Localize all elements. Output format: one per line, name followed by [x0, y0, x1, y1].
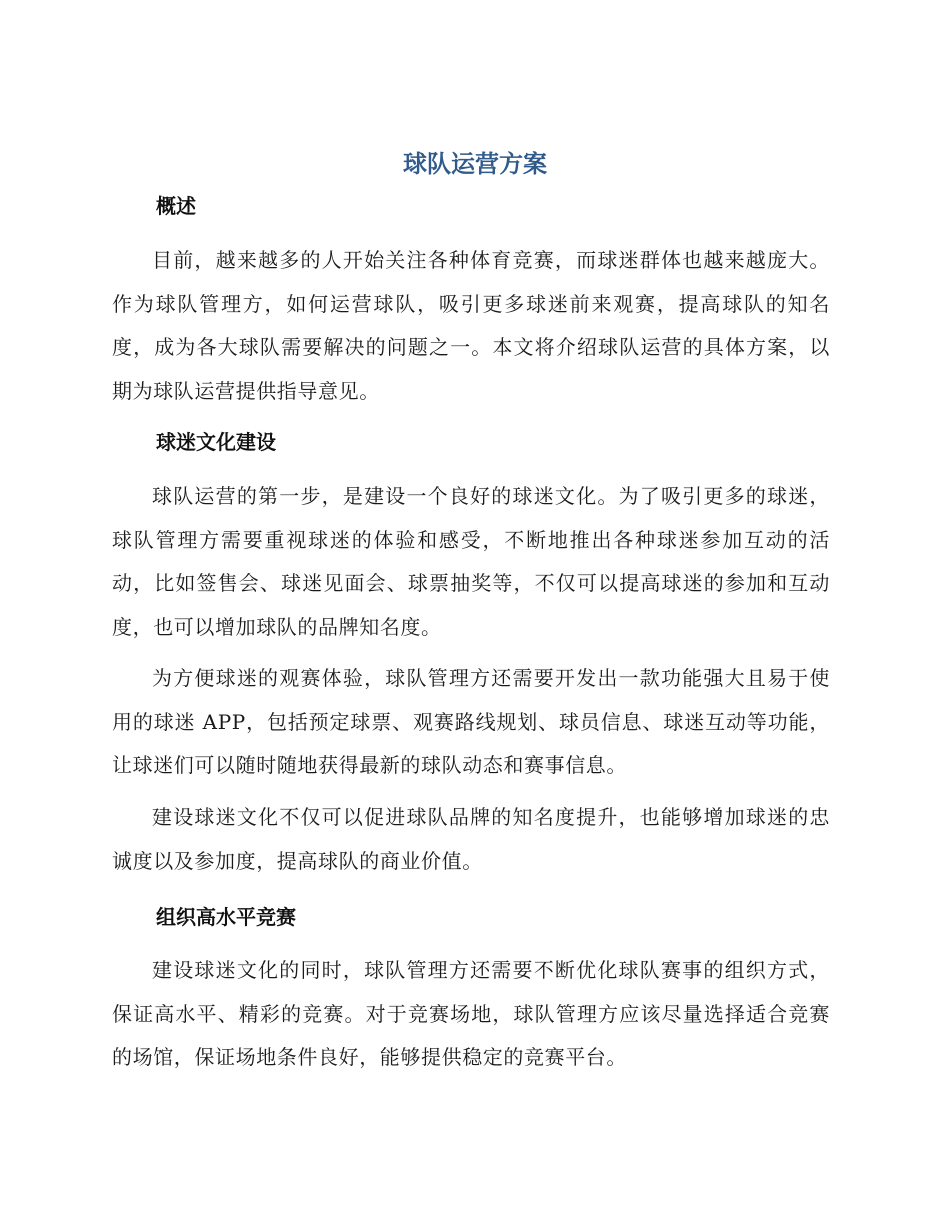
paragraph-fan-culture-3: 建设球迷文化不仅可以促进球队品牌的知名度提升，也能够增加球迷的忠诚度以及参加度，提高球队的商业价值。 [112, 805, 830, 873]
section-heading-overview: 概述 [156, 194, 196, 218]
paragraph-fan-culture-2: 为方便球迷的观赛体验，球队管理方还需要开发出一款功能强大且易于使用的球迷 APP，包括预定球票、观赛路线规划、球员信息、球迷互动等功能，让球迷们可以随时随地获得最新的球队动态和赛事信息。 [112, 666, 830, 777]
paragraph-competition: 建设球迷文化的同时，球队管理方还需要不断优化球队赛事的组织方式，保证高水平、精彩的竞赛。对于竞赛场地，球队管理方应该尽量选择适合竞赛的场馆，保证场地条件良好，能够提供稳定的竞赛平台。 [112, 958, 830, 1069]
paragraph-fan-culture-1: 球队运营的第一步，是建设一个良好的球迷文化。为了吸引更多的球迷，球队管理方需要重视球迷的体验和感受，不断地推出各种球迷参加互动的活动，比如签售会、球迷见面会、球票抽奖等，不仅可以提高球迷的参加和互动度，也可以增加球队的品牌知名度。 [112, 484, 830, 639]
paragraph-overview: 目前，越来越多的人开始关注各种体育竞赛，而球迷群体也越来越庞大。作为球队管理方，如何运营球队，吸引更多球迷前来观赛，提高球队的知名度，成为各大球队需要解决的问题之一。本文将介绍球队运营的具体方案，以期为球队运营提供指导意见。 [112, 248, 830, 403]
section-heading-fan-culture: 球迷文化建设 [156, 430, 276, 454]
section-heading-competition: 组织高水平竞赛 [156, 905, 296, 929]
document-title: 球队运营方案 [403, 150, 547, 178]
